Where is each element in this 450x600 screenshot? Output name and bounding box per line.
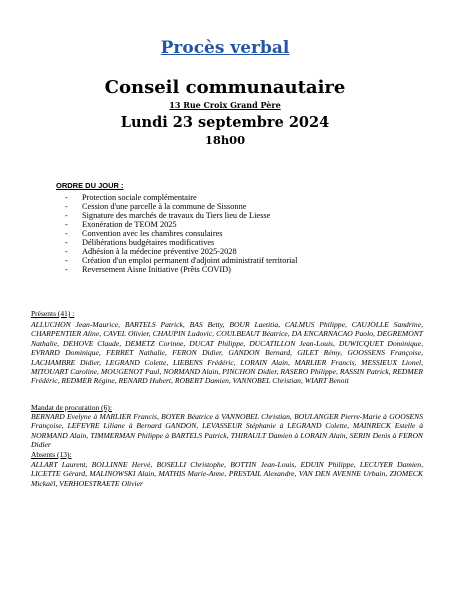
proxies-list: BERNARD Evelyne à MARLIER Francis, BOYER Béatrice à VANNOBEL Christian, BOULANGER Pierre-Marie à GOOSENS Françoise, LEFEVRE Liliane à Bernard GANDON, LEVASSEUR Stéphanie à LEGRAND Colette, MAINRECK Estelle à NORMAND Alain, TIMMERMAN Philippe à BARTELS Patrick, THIRAULT Damien à LORAIN Alain, SERIN Denis à FERON Didier	[31, 412, 423, 450]
bullet-dash: -	[65, 264, 68, 274]
meeting-address: 13 Rue Croix Grand Père	[169, 100, 281, 110]
bullet-dash: -	[65, 210, 68, 220]
agenda-item-label: Protection sociale complémentaire	[82, 193, 197, 202]
bullet-dash: -	[65, 237, 68, 247]
bullet-dash: -	[65, 219, 68, 229]
agenda-item-label: Adhésion à la médecine préventive 2025-2028	[82, 246, 237, 256]
bullet-dash: -	[65, 201, 68, 211]
agenda-item	[65, 266, 297, 275]
absent-list: ALLART Laurent, BOLLINNE Hervé, BOSELLI Christophe, BOTTIN Jean-Louis, EDUIN Philippe, LECUYER Damien, LICETTE Gérard, MALINOWSKI Alain, MATHIS Marie-Anne, PRESTAIL Alexandre, VAN DEN AVENNE Urbain, ZIOMECK Mickaël, VERHOESTRAETE Olivier	[31, 460, 423, 488]
document-title: Procès verbal	[160, 38, 290, 58]
agenda-heading: ORDRE DU JOUR :	[56, 181, 124, 190]
agenda-item-label: Création d'un emploi permanent d'adjoint administratif territorial	[82, 255, 298, 265]
agenda-list	[65, 194, 297, 275]
agenda-item-label: Convention avec les chambres consulaires	[82, 228, 223, 238]
bullet-dash: -	[65, 193, 68, 202]
agenda-item-label: Reversement Aisne Initiative (Prêts COVID)	[82, 264, 231, 274]
agenda-item-label: Signature des marchés de travaux du Tiers lieu de Liesse	[82, 210, 271, 220]
present-heading: Présents (41) :	[31, 309, 75, 318]
meeting-date: Lundi 23 septembre 2024	[120, 114, 330, 131]
agenda-item-label: Délibérations budgétaires modificatives	[82, 237, 215, 247]
agenda-item-label: Cession d'une parcelle à la commune de Sissonne	[82, 201, 247, 211]
present-list: ALLUCHON Jean-Maurice, BARTELS Patrick, BAS Betty, BOUR Laetitia, CALMUS Philippe, CAUJOLLE Sandrine, CHARPENTIER Aline, CAVEL Olivier, CHAUPIN Ludovic, COULBEAUT Béatrice, DA ENCARNACAO Paolo, DEGREMONT Nathalie, DEHOVE Claude, DEMETZ Corinne, DUCAT Philippe, DUCATILLON Jean-Louis, DUWICQUET Dominique, EVRARD Dominique, FERRET Nathalie, FERON Didier, GANDON Bernard, GILET Rémy, GOOSSENS Françoise, LACHAMBRE Didier, LEGRAND Colette, LIEBENS Frédéric, LORAIN Alain, MARLIER Francis, MESSIEUX Lionel, MITOUART Caroline, MOUGENOT Paul, NORMAND Alain, PINCHON Didier, RASERO Philippe, RASSIN Patrick, REDMER Frédéric, REDMER Régine, RENARD Hubert, ROBERT Damien, VANNOBEL Christian, WIART Benoit	[31, 320, 423, 386]
proxies-heading: Mandat de procuration (6):	[31, 403, 113, 412]
meeting-time: 18h00	[204, 133, 246, 147]
bullet-dash: -	[65, 255, 68, 265]
council-heading: Conseil communautaire	[104, 77, 346, 98]
absent-heading: Absents (13):	[31, 450, 72, 459]
agenda-item-label: Exonération de TEOM 2025	[82, 219, 177, 229]
bullet-dash: -	[65, 228, 68, 238]
bullet-dash: -	[65, 246, 68, 256]
